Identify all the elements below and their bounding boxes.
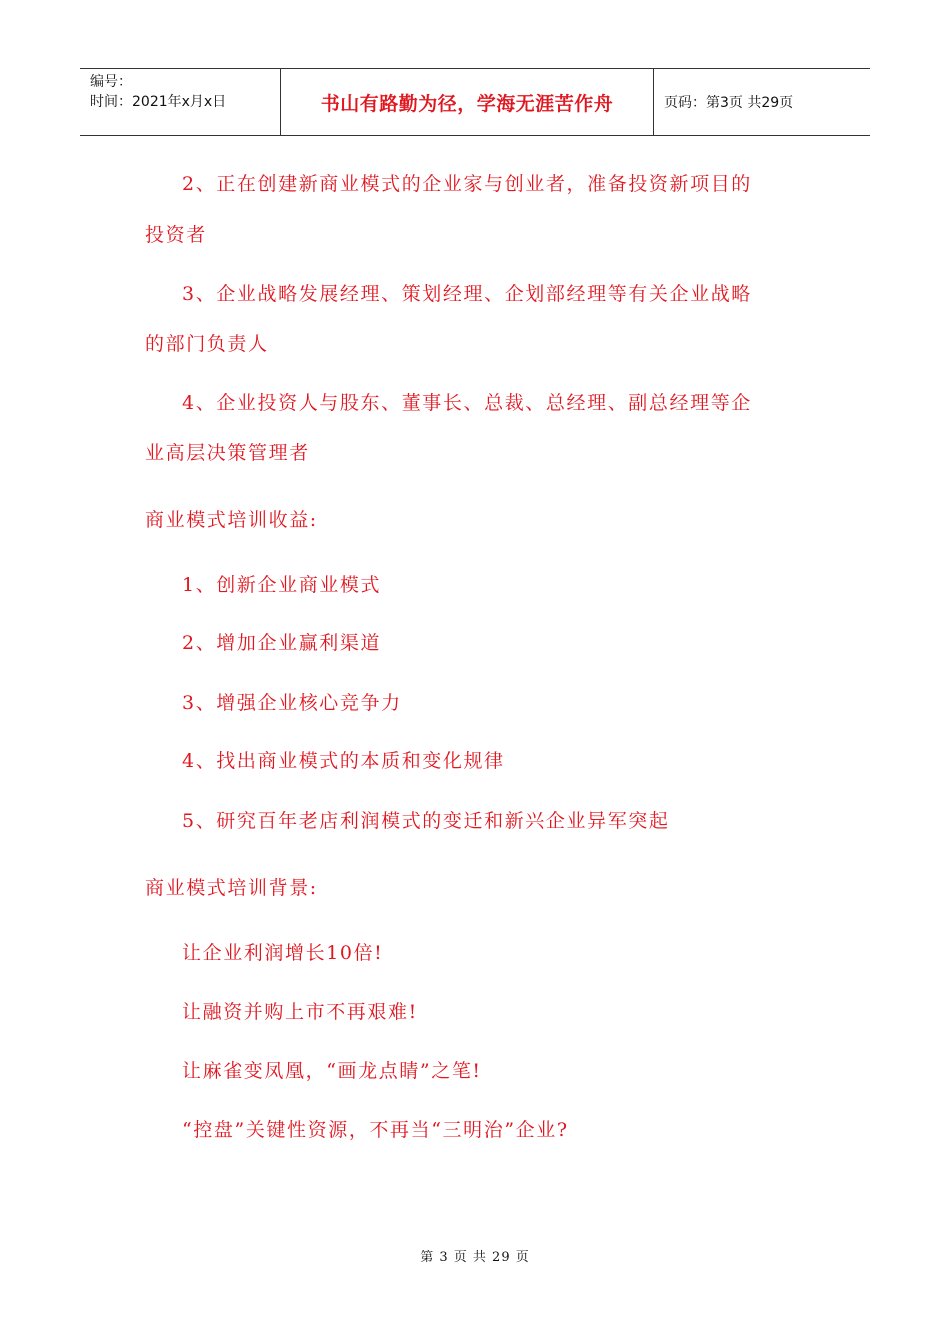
document-number-label: 编号： — [90, 74, 132, 90]
item-4-line-1: 4、企业投资人与股东、董事长、总裁、总经理、副总经理等企 — [182, 392, 752, 414]
background-item: 让麻雀变凤凰，“画龙点睛”之笔! — [182, 1060, 482, 1082]
header-meta — [80, 69, 281, 135]
background-item: 让融资并购上市不再艰难! — [182, 1001, 418, 1023]
item-2-line-1: 2、正在创建新商业模式的企业家与创业者，准备投资新项目的 — [182, 173, 752, 195]
benefits-heading: 商业模式培训收益: — [145, 509, 318, 531]
header-motto: 书山有路勤为径，学海无涯苦作舟 — [281, 69, 654, 135]
item-2-line-2: 投资者 — [145, 224, 207, 246]
item-3-line-2: 的部门负责人 — [145, 333, 269, 355]
header-page-info: 页码：第3页 共29页 — [664, 95, 794, 111]
background-item: “控盘”关键性资源，不再当“三明治”企业? — [182, 1119, 569, 1141]
benefit-item: 2、增加企业赢利渠道 — [182, 632, 382, 654]
background-item: 让企业利润增长10倍! — [182, 942, 384, 964]
benefit-item: 5、研究百年老店利润模式的变迁和新兴企业异军突起 — [182, 810, 670, 832]
benefit-item: 3、增强企业核心竞争力 — [182, 692, 402, 714]
page-footer: 第 3 页 共 29 页 — [420, 1250, 530, 1265]
item-3-line-1: 3、企业战略发展经理、策划经理、企划部经理等有关企业战略 — [182, 283, 752, 305]
benefit-item: 1、创新企业商业模式 — [182, 574, 382, 596]
document-date: 时间：2021年x月x日 — [90, 94, 227, 110]
background-heading: 商业模式培训背景: — [145, 877, 318, 899]
page-header — [80, 68, 870, 136]
item-4-line-2: 业高层决策管理者 — [145, 442, 310, 464]
benefit-item: 4、找出商业模式的本质和变化规律 — [182, 750, 505, 772]
